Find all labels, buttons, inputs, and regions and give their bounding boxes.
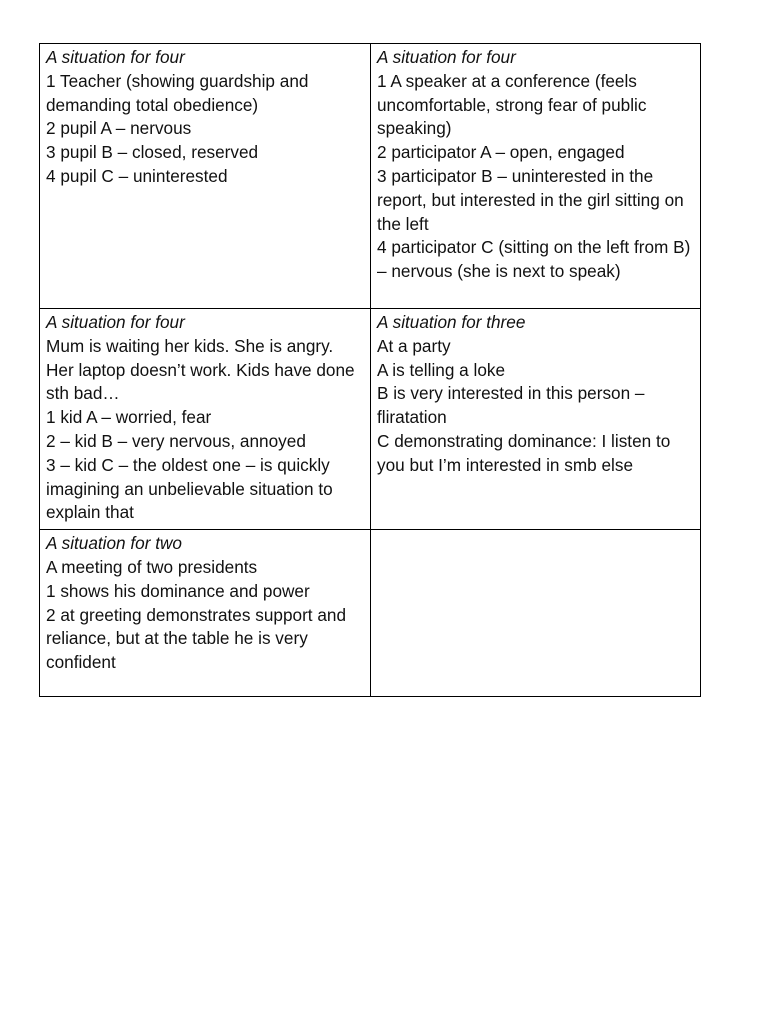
empty-cell — [371, 530, 701, 697]
card-conference-situation — [371, 44, 701, 309]
table-row — [40, 530, 701, 697]
card-title: A situation for two — [46, 533, 182, 554]
card-line: C demonstrating dominance: I listen to you but I’m interested in smb else — [377, 430, 671, 475]
card-mum-situation — [40, 309, 371, 530]
card-line: 3 pupil B – closed, reserved — [46, 142, 259, 163]
card-party-situation — [371, 309, 701, 530]
card-teacher-situation — [40, 44, 371, 309]
card-line: 1 A speaker at a conference (feels uncomfortable, strong fear of public speaking) — [377, 70, 647, 139]
card-line: A meeting of two presidents — [46, 556, 258, 577]
card-line: 2 pupil A – nervous — [46, 118, 192, 139]
card-line: At a party — [377, 335, 451, 356]
card-line: 4 pupil C – uninterested — [46, 165, 228, 186]
card-line: 1 shows his dominance and power — [46, 580, 310, 601]
card-line: 4 participator C (sitting on the left from B) – nervous (she is next to speak) — [377, 237, 691, 282]
card-line: A is telling a loke — [377, 359, 506, 380]
card-line: 1 kid A – worried, fear — [46, 407, 212, 428]
card-line: B is very interested in this person – fliratation — [377, 383, 645, 428]
card-line: 3 – kid C – the oldest one – is quickly imagining an unbelievable situation to explain that — [46, 454, 333, 523]
card-title: A situation for three — [377, 312, 526, 332]
table-row — [40, 309, 701, 530]
role-play-cards-table — [39, 43, 701, 697]
card-title: A situation for four — [46, 47, 185, 67]
card-presidents-situation — [40, 530, 371, 697]
card-line: Mum is waiting her kids. She is angry. Her laptop doesn’t work. Kids have done sth bad… — [46, 335, 355, 404]
card-title: A situation for four — [377, 47, 516, 67]
card-line: 2 at greeting demonstrates support and reliance, but at the table he is very confident — [46, 604, 347, 673]
table-row — [40, 44, 701, 309]
card-line: 3 participator B – uninterested in the report, but interested in the girl sitting on the left — [377, 165, 684, 234]
card-title: A situation for four — [46, 312, 185, 332]
card-line: 2 – kid B – very nervous, annoyed — [46, 430, 306, 451]
card-line: 2 participator A – open, engaged — [377, 142, 625, 163]
card-line: 1 Teacher (showing guardship and demanding total obedience) — [46, 70, 309, 115]
